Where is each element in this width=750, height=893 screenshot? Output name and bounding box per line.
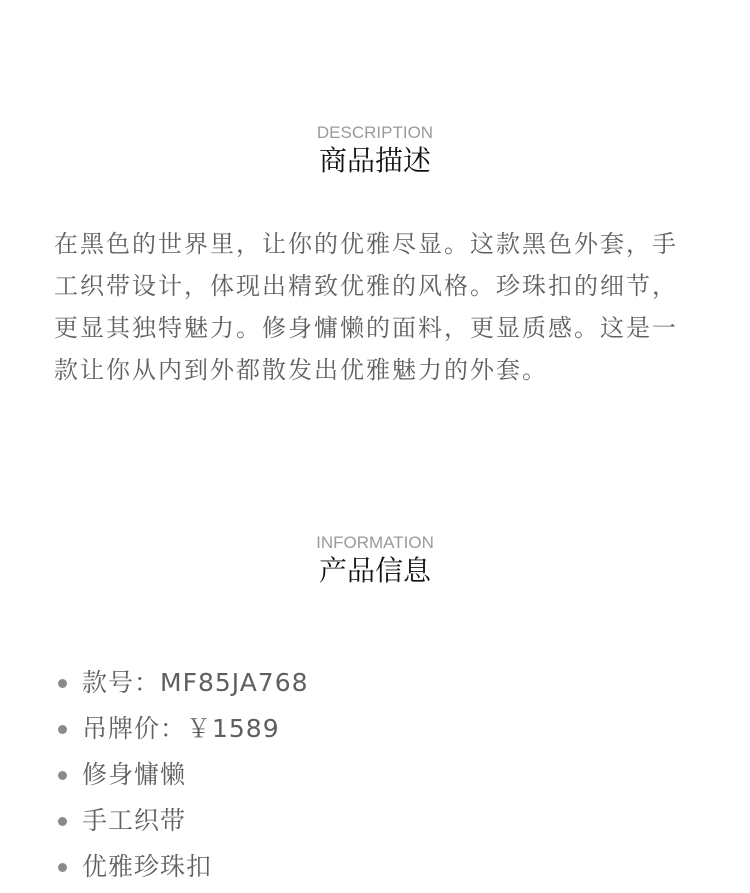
bullet-icon: [58, 725, 67, 734]
info-item-trim: [55, 798, 655, 844]
description-title: 商品描述: [318, 144, 431, 177]
bullet-icon: [58, 679, 67, 688]
info-item-text: 修身慵懒: [82, 760, 187, 789]
info-item-text: 款号：MF85JA768: [82, 668, 309, 697]
info-item-text: 吊牌价：￥1589: [82, 714, 280, 743]
info-item-tag-price: [55, 706, 655, 752]
bullet-icon: [58, 771, 67, 780]
info-item-text: 优雅珍珠扣: [82, 852, 213, 881]
information-title: 产品信息: [318, 554, 431, 587]
info-item-style-number: [55, 660, 655, 706]
bullet-icon: [58, 863, 67, 872]
description-text: 在黑色的世界里，让你的优雅尽显。这款黑色外套，手工织带设计，体现出精致优雅的风格。珍珠扣的细节，更显其独特魅力。修身慵懒的面料，更显质感。这是一款让你从内到外都散发出优雅魅力的外套。: [54, 230, 678, 384]
info-item-buttons: [55, 844, 655, 890]
product-info-list: [55, 660, 655, 890]
info-item-fit: [55, 752, 655, 798]
info-item-text: 手工织带: [82, 806, 187, 835]
description-header: [0, 123, 750, 178]
information-en-label: INFORMATION: [316, 533, 434, 552]
information-header: [0, 533, 750, 588]
bullet-icon: [58, 817, 67, 826]
description-en-label: DESCRIPTION: [316, 123, 434, 142]
